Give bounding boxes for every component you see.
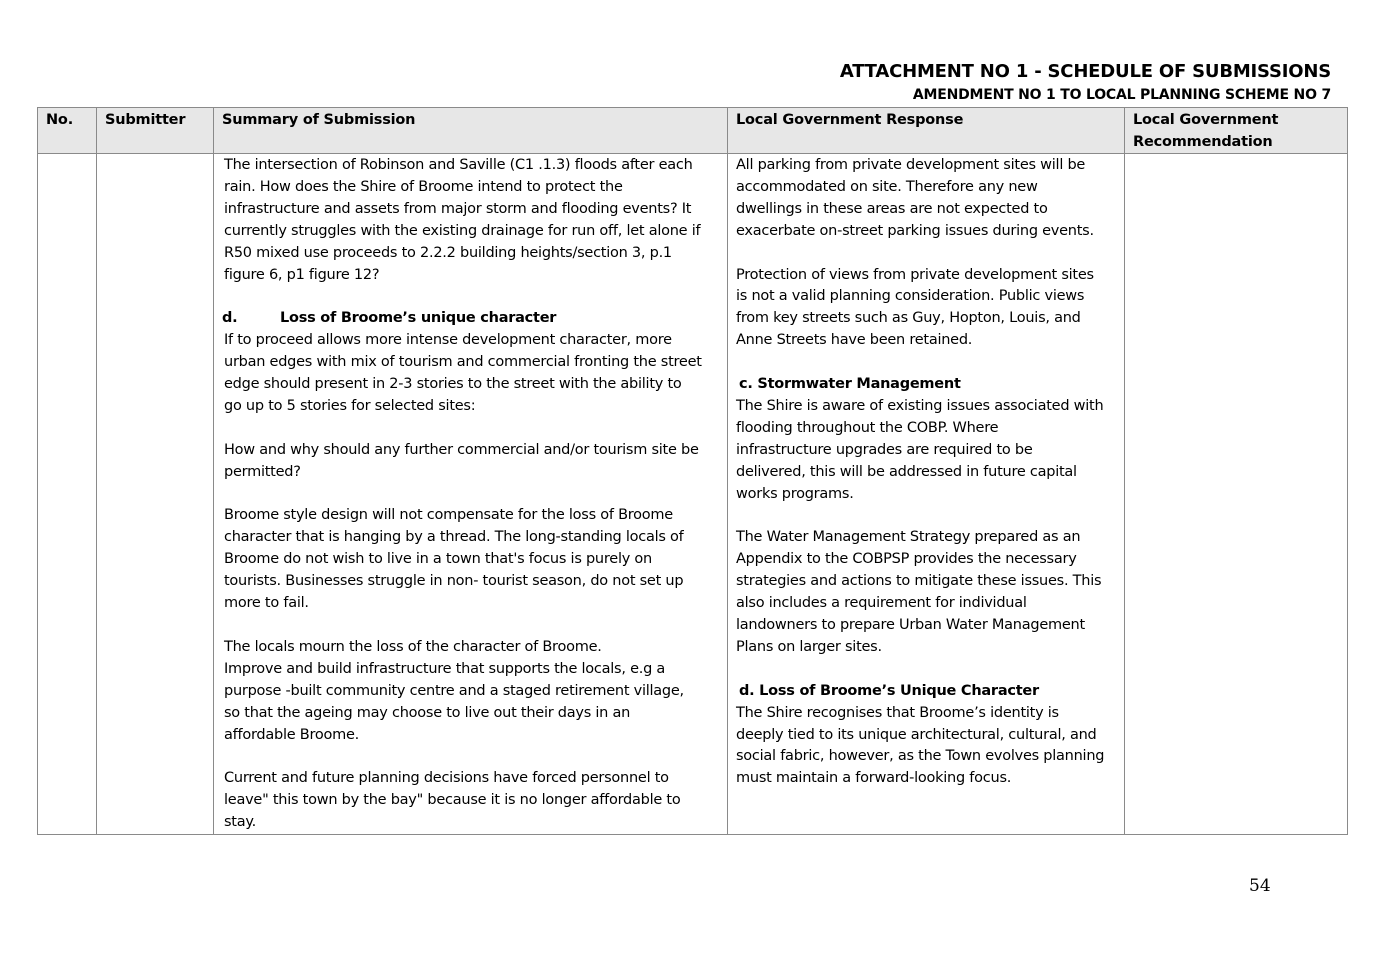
summary-paragraph: How and why should any further commercial and/or tourism site be permitted?: [224, 441, 699, 480]
summary-heading-text: Loss of Broome’s unique character: [280, 310, 557, 327]
summary-paragraph: Current and future planning decisions have forced personnel to leave" this town by the bay" because it is no longer affordable to stay.: [224, 770, 681, 831]
response-paragraph: The Shire is aware of existing issues associated with flooding throughout the COBP. Where infrastructure upgrades are required to be delivered, this will be addressed in future capital works programs.: [736, 397, 1104, 502]
document-title: ATTACHMENT NO 1 - SCHEDULE OF SUBMISSIONS: [839, 61, 1331, 82]
summary-heading: [224, 308, 723, 330]
summary-paragraph: The locals mourn the loss of the character of Broome. Improve and build infrastructure that supports the locals, e.g a purpose -built community centre and a staged retirement village, so that the ageing may choose to live out their days in an affordable Broome.: [224, 638, 684, 743]
document-subtitle: AMENDMENT NO 1 TO LOCAL PLANNING SCHEME NO 7: [912, 87, 1331, 103]
response-heading-character: d. Loss of Broome’s Unique Character: [739, 682, 1039, 699]
response-paragraph: Protection of views from private development sites is not a valid planning consideration. Public views from key streets such as Guy, Hopton, Louis, and Anne Streets have been retained.: [736, 266, 1094, 349]
column-header-submitter: Submitter: [97, 108, 214, 154]
response-heading-stormwater: c. Stormwater Management: [739, 376, 961, 393]
column-header-recommendation: Local Government Recommendation: [1125, 108, 1348, 154]
response-paragraph: All parking from private development sites will be accommodated on site. Therefore any new dwellings in these areas are not expected to exacerbate on-street parking issues during events.: [736, 157, 1094, 239]
cell-recommendation: [1125, 154, 1348, 835]
column-header-summary: Summary of Submission: [214, 108, 728, 154]
summary-paragraph: If to proceed allows more intense development character, more urban edges with mix of tourism and commercial fronting the street edge should present in 2-3 stories to the street with the ability to go up to 5 stories for selected sites:: [224, 332, 702, 414]
cell-response: [728, 154, 1125, 835]
cell-summary: [214, 154, 728, 835]
column-header-no: No.: [38, 108, 97, 154]
summary-paragraph: The intersection of Robinson and Saville (C1 .1.3) floods after each rain. How does the Shire of Broome intend to protect the infrastructure and assets from major storm and flooding events? It currently struggles with the existing drainage for run off, let alone if R50 mixed use proceeds to 2.2.2 building heights/section 3, p.1 figure 6, p1 figure 12?: [224, 157, 701, 283]
response-paragraph: The Shire recognises that Broome’s identity is deeply tied to its unique architectural, cultural, and social fabric, however, as the Town evolves planning must maintain a forward-looking focus.: [736, 704, 1105, 787]
summary-paragraph: Broome style design will not compensate for the loss of Broome character that is hanging by a thread. The long-standing locals of Broome do not wish to live in a town that's focus is purely on tourists. Businesses struggle in non- tourist season, do not set up more to fail.: [224, 507, 684, 612]
table-header-row: [38, 108, 1348, 154]
cell-no: [38, 154, 97, 835]
submissions-table: [37, 107, 1348, 835]
page-number: 54: [1249, 876, 1271, 896]
column-header-response: Local Government Response: [728, 108, 1125, 154]
table-row: [38, 154, 1348, 835]
summary-heading-letter: d.: [222, 310, 238, 327]
cell-submitter: [97, 154, 214, 835]
response-paragraph: The Water Management Strategy prepared as an Appendix to the COBPSP provides the necessary strategies and actions to mitigate these issues. This also includes a requirement for individual landowners to prepare Urban Water Management Plans on larger sites.: [736, 529, 1102, 655]
